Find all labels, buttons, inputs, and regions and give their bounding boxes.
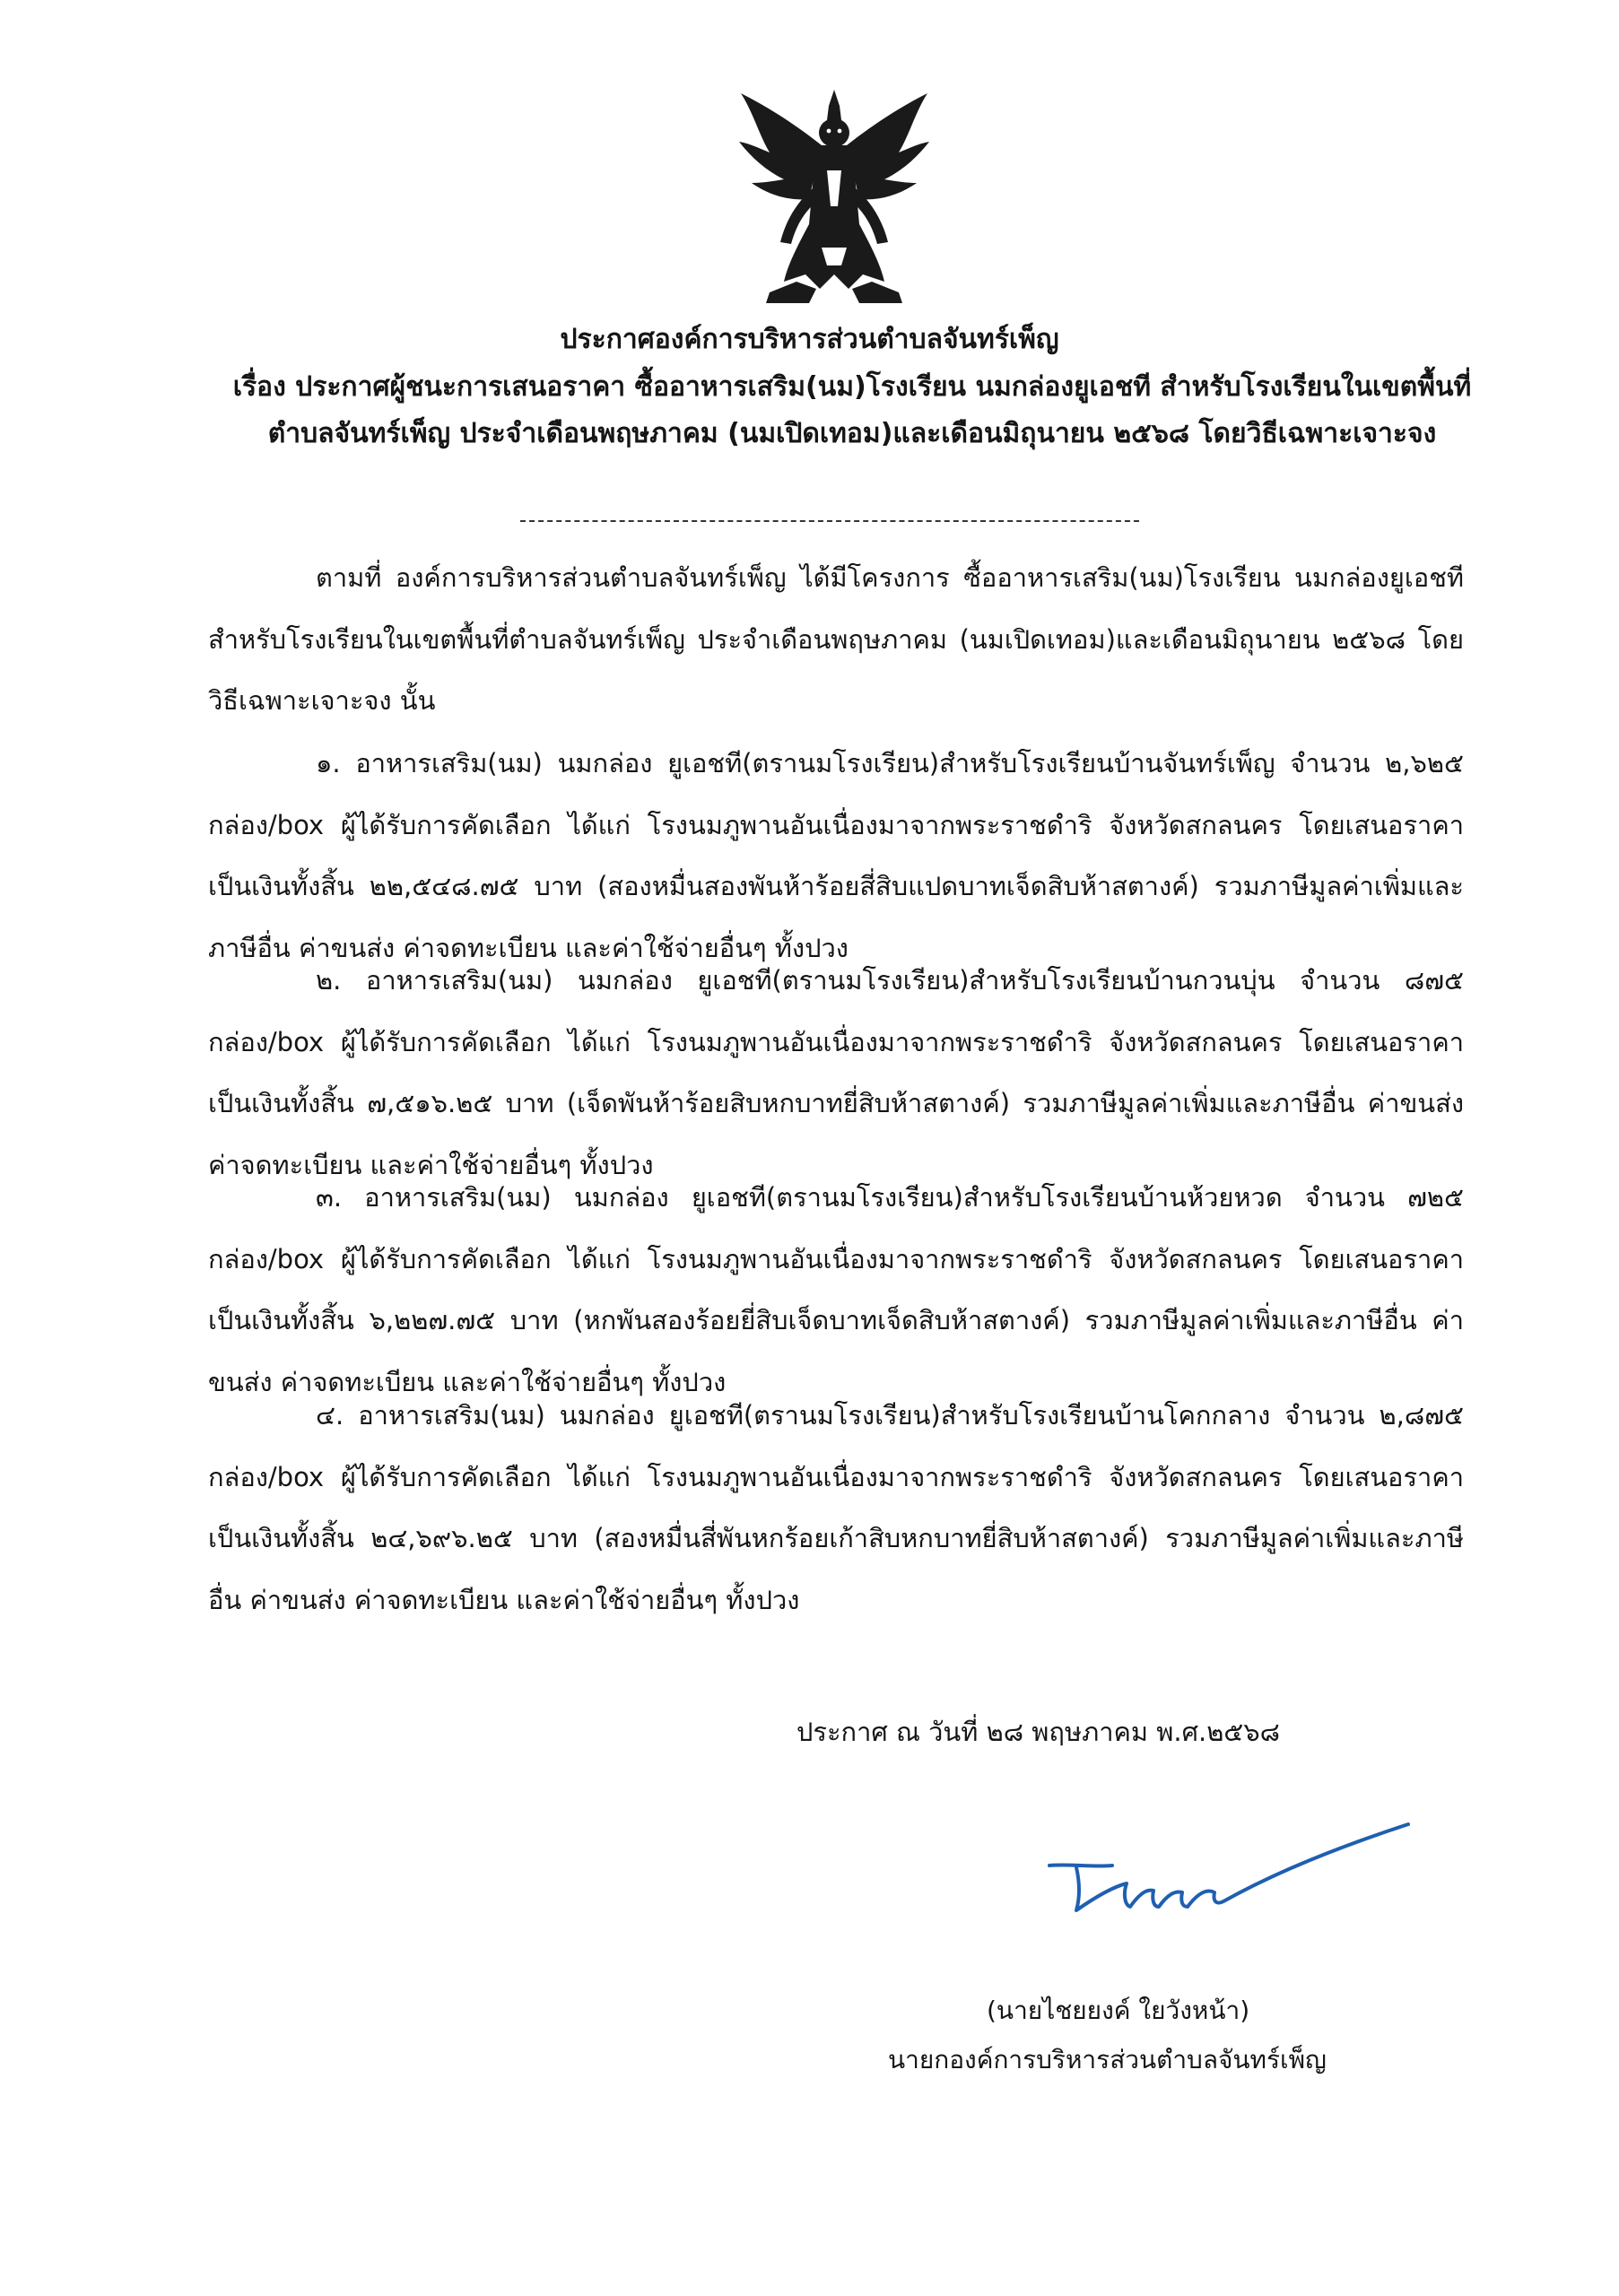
announcement-date: ประกาศ ณ วันที่ ๒๘ พฤษภาคม พ.ศ.๒๕๖๘ [796, 1717, 1281, 1747]
announcement-subject-line2: ตำบลจันทร์เพ็ญ ประจำเดือนพฤษภาคม (นมเปิดเทอม)และเดือนมิถุนายน ๒๕๖๘ โดยวิธีเฉพาะเจาะจง [267, 418, 1437, 449]
intro-text: ตามที่ องค์การบริหารส่วนตำบลจันทร์เพ็ญ ได้มีโครงการ ซื้ออาหารเสริม(นม)โรงเรียน นมกล่องยูเอชที สำหรับโรงเรียนในเขตพื้นที่ตำบลจันทร์เพ็ญ ประจำเดือนพฤษภาคม (นมเปิดเทอม)และเดือนมิถุนายน ๒๕๖๘ โดยวิธีเฉพาะเจาะจง นั้น [208, 562, 1464, 716]
item-text: ๓. อาหารเสริม(นม) นมกล่อง ยูเอชที(ตรานมโรงเรียน)สำหรับโรงเรียนบ้านห้วยหวด จำนวน ๗๒๕ กล่อง/box ผู้ได้รับการคัดเลือก ได้แก่ โรงนมภูพานอันเนื่องมาจากพระราชดำริ จังหวัดสกลนคร โดยเสนอราคา เป็นเงินทั้งสิ้น ๖,๒๒๗.๗๕ บาท (หกพันสองร้อยยี่สิบเจ็ดบาทเจ็ดสิบห้าสตางค์) รวมภาษีมูลค่าเพิ่มและภาษีอื่น ค่าขนส่ง ค่าจดทะเบียน และค่าใช้จ่ายอื่นๆ ทั้งปวง [208, 1182, 1464, 1397]
item-text: ๔. อาหารเสริม(นม) นมกล่อง ยูเอชที(ตรานมโรงเรียน)สำหรับโรงเรียนบ้านโคกกลาง จำนวน ๒,๘๗๕ กล่อง/box ผู้ได้รับการคัดเลือก ได้แก่ โรงนมภูพานอันเนื่องมาจากพระราชดำริ จังหวัดสกลนคร โดยเสนอราคา เป็นเงินทั้งสิ้น ๒๔,๖๙๖.๒๕ บาท (สองหมื่นสี่พันหกร้อยเก้าสิบหกบาทยี่สิบห้าสตางค์) รวมภาษีมูลค่าเพิ่มและภาษีอื่น ค่าขนส่ง ค่าจดทะเบียน และค่าใช้จ่ายอื่นๆ ทั้งปวง [208, 1400, 1464, 1615]
garuda-emblem-icon [734, 90, 935, 305]
item-text: ๑. อาหารเสริม(นม) นมกล่อง ยูเอชที(ตรานมโรงเรียน)สำหรับโรงเรียนบ้านจันทร์เพ็ญ จำนวน ๒,๖๒๕ กล่อง/box ผู้ได้รับการคัดเลือก ได้แก่ โรงนมภูพานอันเนื่องมาจากพระราชดำริ จังหวัดสกลนคร โดยเสนอราคา เป็นเงินทั้งสิ้น ๒๒,๕๔๘.๗๕ บาท (สองหมื่นสองพันห้าร้อยสี่สิบแปดบาทเจ็ดสิบห้าสตางค์) รวมภาษีมูลค่าเพิ่มและภาษีอื่น ค่าขนส่ง ค่าจดทะเบียน และค่าใช้จ่ายอื่นๆ ทั้งปวง [208, 748, 1464, 963]
item-paragraph-2 [208, 950, 1464, 1196]
header-divider [520, 520, 1139, 522]
item-paragraph-1 [208, 733, 1464, 978]
announcement-subject-line1: เรื่อง ประกาศผู้ชนะการเสนอราคา ซื้ออาหารเสริม(นม)โรงเรียน นมกล่องยูเอชที สำหรับโรงเรียนในเขตพื้นที่ [232, 371, 1472, 403]
signer-position: นายกองค์การบริหารส่วนตำบลจันทร์เพ็ญ [888, 2045, 1327, 2074]
item-text: ๒. อาหารเสริม(นม) นมกล่อง ยูเอชที(ตรานมโรงเรียน)สำหรับโรงเรียนบ้านกวนบุ่น จำนวน ๘๗๕ กล่อง/box ผู้ได้รับการคัดเลือก ได้แก่ โรงนมภูพานอันเนื่องมาจากพระราชดำริ จังหวัดสกลนคร โดยเสนอราคา เป็นเงินทั้งสิ้น ๗,๕๑๖.๒๕ บาท (เจ็ดพันห้าร้อยสิบหกบาทยี่สิบห้าสตางค์) รวมภาษีมูลค่าเพิ่มและภาษีอื่น ค่าขนส่ง ค่าจดทะเบียน และค่าใช้จ่ายอื่นๆ ทั้งปวง [208, 965, 1464, 1180]
item-paragraph-3 [208, 1167, 1464, 1413]
signature-icon [1040, 1812, 1417, 1919]
signer-name: (นายไชยยงค์ ใยวังหน้า) [987, 1996, 1250, 2025]
item-paragraph-4 [208, 1385, 1464, 1631]
intro-paragraph [208, 547, 1464, 732]
announcement-title: ประกาศองค์การบริหารส่วนตำบลจันทร์เพ็ญ [560, 324, 1059, 355]
